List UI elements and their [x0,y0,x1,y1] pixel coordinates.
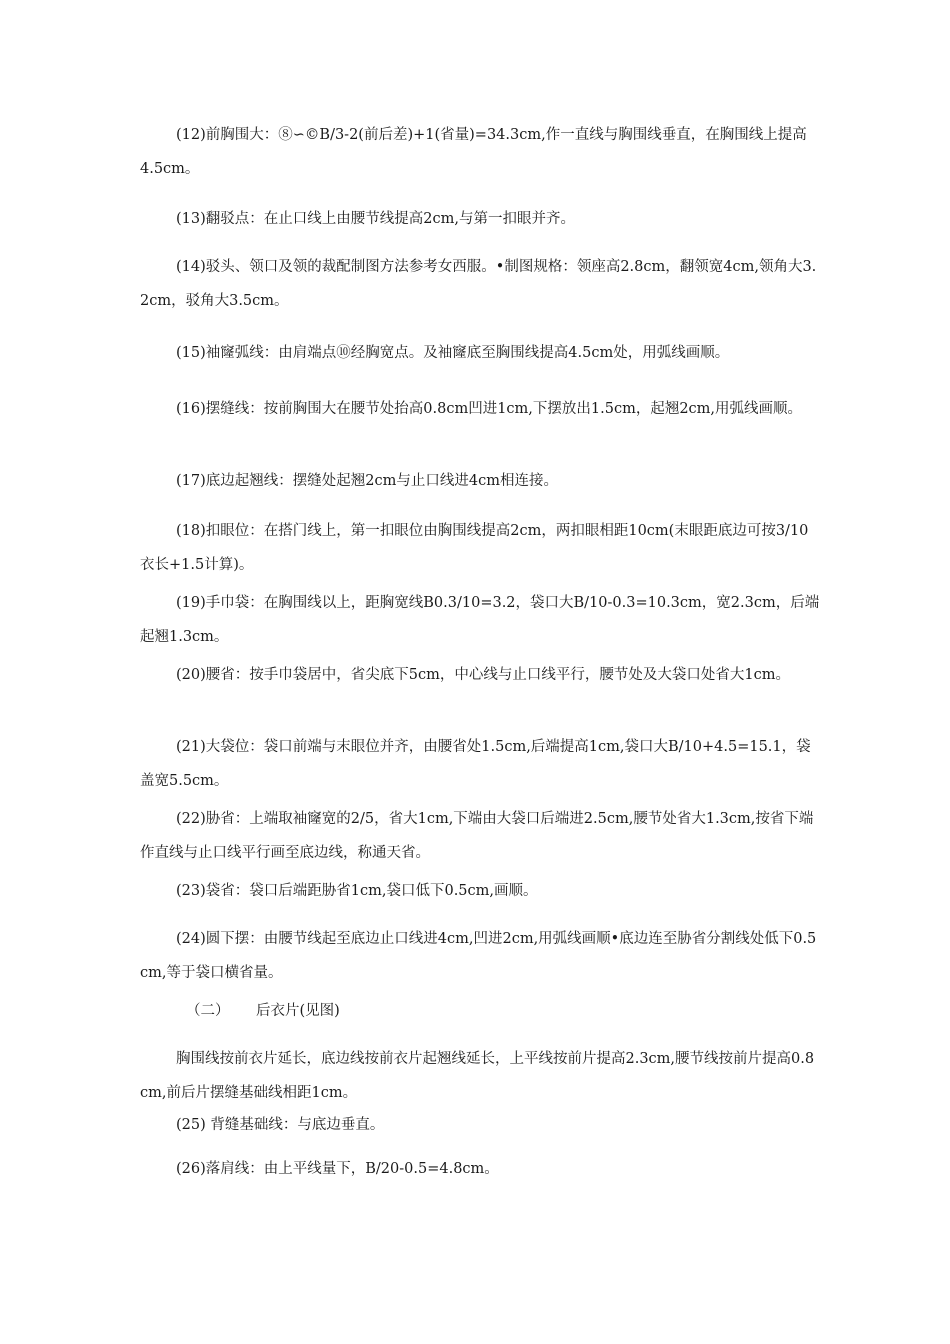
paragraph-back-intro: 胸围线按前衣片延长，底边线按前衣片起翘线延长，上平线按前片提高2.3cm,腰节线按前片提高0.8cm,前后片摆缝基础线相距1cm。 [140,1051,815,1101]
section-heading [140,994,820,1028]
paragraph-23: (23)袋省：袋口后端距胁省1cm,袋口低下0.5cm,画顺。 [176,883,538,899]
paragraph-25: (25) 背缝基础线：与底边垂直。 [176,1117,385,1133]
paragraph-22: (22)胁省：上端取袖窿宽的2/5，省大1cm,下端由大袋口后端进2.5cm,腰节处省大1.3cm,按省下端作直线与止口线平行画至底边线，称通天省。 [140,811,814,861]
paragraph-18: (18)扣眼位：在搭门线上，第一扣眼位由胸围线提高2cm，两扣眼相距10cm(末眼距底边可按3/10衣长+1.5计算)。 [140,523,809,573]
section-number: （二） [186,1003,230,1019]
paragraph-24: (24)圆下摆：由腰节线起至底边止口线进4cm,凹进2cm,用弧线画顺•底边连至胁省分割线处低下0.5cm,等于袋口横省量。 [140,931,817,981]
paragraph-16: (16)摆缝线：按前胸围大在腰节处抬高0.8cm凹进1cm,下摆放出1.5cm，起翘2cm,用弧线画顺。 [176,401,803,417]
paragraph-17: (17)底边起翘线：摆缝处起翘2cm与止口线进4cm相连接。 [176,473,558,489]
paragraph-26: (26)落肩线：由上平线量下，B/20-0.5=4.8cm。 [176,1161,499,1177]
paragraph-14: (14)驳头、领口及领的裁配制图方法参考女西服。•制图规格：领座高2.8cm，翻领宽4cm,领角大3.2cm，驳角大3.5cm。 [140,259,817,309]
paragraph-21: (21)大袋位：袋口前端与末眼位并齐，由腰省处1.5cm,后端提高1cm,袋口大B/10+4.5=15.1，袋盖宽5.5cm。 [140,739,811,789]
paragraph-13: (13)翻驳点：在止口线上由腰节线提高2cm,与第一扣眼并齐。 [176,211,575,227]
paragraph-20: (20)腰省：按手巾袋居中，省尖底下5cm，中心线与止口线平行，腰节处及大袋口处省大1cm。 [176,667,790,683]
paragraph-12: (12)前胸围大：⑧∽©B/3-2(前后差)+1(省量)=34.3cm,作一直线与胸围线垂直，在胸围线上提高4.5cm。 [140,127,807,177]
section-title: 后衣片(见图) [256,1003,340,1019]
paragraph-15: (15)袖窿弧线：由肩端点⑩经胸宽点。及袖窿底至胸围线提高4.5cm处，用弧线画顺。 [176,345,730,361]
paragraph-19: (19)手巾袋：在胸围线以上，距胸宽线B0.3/10=3.2，袋口大B/10-0.3=10.3cm，宽2.3cm，后端起翘1.3cm。 [140,595,820,645]
